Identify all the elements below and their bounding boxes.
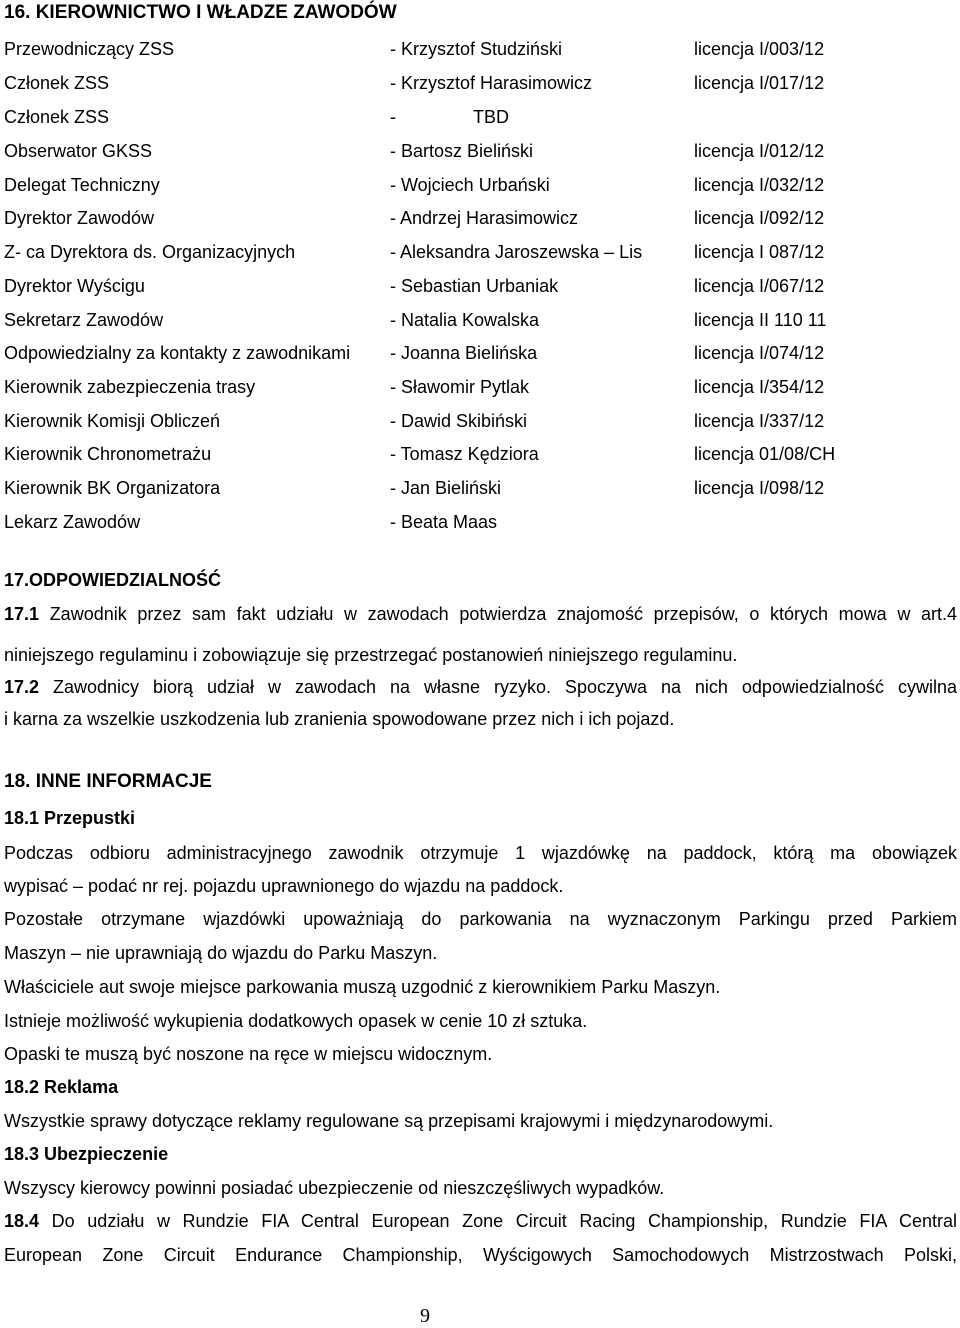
official-license: licencja I/032/12 <box>694 175 825 195</box>
section-18-heading: 18. INNE INFORMACJE <box>4 771 212 792</box>
paragraph-number: 17.1 <box>4 604 40 624</box>
official-role: Kierownik Chronometrażu <box>4 444 212 464</box>
page-number: 9 <box>420 1305 430 1327</box>
official-role: Dyrektor Zawodów <box>4 208 155 228</box>
official-license: licencja I/067/12 <box>694 276 825 296</box>
official-name: - Aleksandra Jaroszewska – Lis <box>390 242 643 262</box>
paragraph-18-4-line-1 <box>4 1211 957 1232</box>
official-name: - Sławomir Pytlak <box>390 377 530 397</box>
section-18-1-heading: 18.1 Przepustki <box>4 808 136 828</box>
official-name: - Sebastian Urbaniak <box>390 276 559 296</box>
official-license: licencja 01/08/CH <box>694 444 836 464</box>
paragraph-text: Do udziału w Rundzie FIA Central European Zone Circuit Racing Championship, Rundzie FIA Central <box>51 1211 957 1231</box>
official-license: licencja I/012/12 <box>694 141 825 161</box>
official-license: licencja I/074/12 <box>694 343 825 363</box>
paragraph-18-2-line-1: Wszystkie sprawy dotyczące reklamy regulowane są przepisami krajowymi i międzynarodowymi. <box>4 1111 774 1131</box>
section-18-2-heading: 18.2 Reklama <box>4 1077 119 1097</box>
official-role: Członek ZSS <box>4 73 110 93</box>
official-role: Obserwator GKSS <box>4 141 153 161</box>
official-name: - Dawid Skibiński <box>390 411 528 431</box>
paragraph-18-1-line-2: wypisać – podać nr rej. pojazdu uprawnionego do wjazdu na paddock. <box>4 876 564 896</box>
paragraph-18-4-line-2: European Zone Circuit Endurance Championship, Wyścigowych Samochodowych Mistrzostwach Polski, <box>4 1245 957 1265</box>
official-role: Delegat Techniczny <box>4 175 160 195</box>
official-license: licencja I/017/12 <box>694 73 825 93</box>
official-name: - Wojciech Urbański <box>390 175 550 195</box>
official-license: licencja I/354/12 <box>694 377 825 397</box>
official-license: licencja I/003/12 <box>694 39 825 59</box>
official-name: - Andrzej Harasimowicz <box>390 208 579 228</box>
section-16-heading: 16. KIEROWNICTWO I WŁADZE ZAWODÓW <box>4 2 397 23</box>
paragraph-18-1-line-4: Maszyn – nie uprawniają do wjazdu do Parku Maszyn. <box>4 943 438 963</box>
official-name: - Beata Maas <box>390 512 498 532</box>
official-license: licencja I/337/12 <box>694 411 825 431</box>
section-18-3-heading: 18.3 Ubezpieczenie <box>4 1144 169 1164</box>
official-role: Członek ZSS <box>4 107 110 127</box>
official-name: - Krzysztof Harasimowicz <box>390 73 593 93</box>
paragraph-17-1-line-1 <box>4 604 957 625</box>
official-name-placeholder: TBD <box>473 107 509 127</box>
official-role: Przewodniczący ZSS <box>4 39 175 59</box>
official-name: - Krzysztof Studziński <box>390 39 563 59</box>
paragraph-number: 17.2 <box>4 677 40 697</box>
paragraph-18-3-line-1: Wszyscy kierowcy powinni posiadać ubezpieczenie od nieszczęśliwych wypadków. <box>4 1178 665 1198</box>
official-name: - Natalia Kowalska <box>390 310 540 330</box>
paragraph-number: 18.4 <box>4 1211 40 1231</box>
paragraph-18-1-line-7: Opaski te muszą być noszone na ręce w miejscu widocznym. <box>4 1044 493 1064</box>
paragraph-18-1-line-5: Właściciele aut swoje miejsce parkowania muszą uzgodnić z kierownikiem Parku Maszyn. <box>4 977 721 997</box>
official-role: Kierownik BK Organizatora <box>4 478 221 498</box>
official-role: Kierownik Komisji Obliczeń <box>4 411 221 431</box>
section-17-heading: 17.ODPOWIEDZIALNOŚĆ <box>4 570 222 590</box>
official-name: - Jan Bieliński <box>390 478 502 498</box>
official-name: - Tomasz Kędziora <box>390 444 539 464</box>
official-name: - <box>390 107 396 127</box>
paragraph-18-1-line-6: Istnieje możliwość wykupienia dodatkowych opasek w cenie 10 zł sztuka. <box>4 1011 588 1031</box>
official-license: licencja I 087/12 <box>694 242 825 262</box>
official-name: - Joanna Bielińska <box>390 343 538 363</box>
official-role: Lekarz Zawodów <box>4 512 141 532</box>
paragraph-17-2-line-2: i karna za wszelkie uszkodzenia lub zranienia spowodowane przez nich i ich pojazd. <box>4 709 675 729</box>
official-name: - Bartosz Bieliński <box>390 141 534 161</box>
paragraph-text: Zawodnik przez sam fakt udziału w zawodach potwierdza znajomość przepisów, o których mowa w art.4 <box>49 604 957 624</box>
paragraph-18-1-line-1: Podczas odbioru administracyjnego zawodnik otrzymuje 1 wjazdówkę na paddock, którą ma obowiązek <box>4 843 957 863</box>
official-license: licencja II 110 11 <box>694 310 827 330</box>
official-role: Z- ca Dyrektora ds. Organizacyjnych <box>4 242 296 262</box>
paragraph-text: Zawodnicy biorą udział w zawodach na własne ryzyko. Spoczywa na nich odpowiedzialność cywilna <box>53 677 957 697</box>
paragraph-17-2-line-1 <box>4 677 957 698</box>
paragraph-18-1-line-3: Pozostałe otrzymane wjazdówki upoważniają do parkowania na wyznaczonym Parkingu przed Parkiem <box>4 909 957 929</box>
official-license: licencja I/098/12 <box>694 478 825 498</box>
official-role: Kierownik zabezpieczenia trasy <box>4 377 256 397</box>
official-role: Odpowiedzialny za kontakty z zawodnikami <box>4 343 351 363</box>
official-role: Dyrektor Wyścigu <box>4 276 145 296</box>
paragraph-17-1-line-2: niniejszego regulaminu i zobowiązuje się przestrzegać postanowień niniejszego regulaminu. <box>4 645 738 665</box>
official-role: Sekretarz Zawodów <box>4 310 164 330</box>
official-license: licencja I/092/12 <box>694 208 825 228</box>
